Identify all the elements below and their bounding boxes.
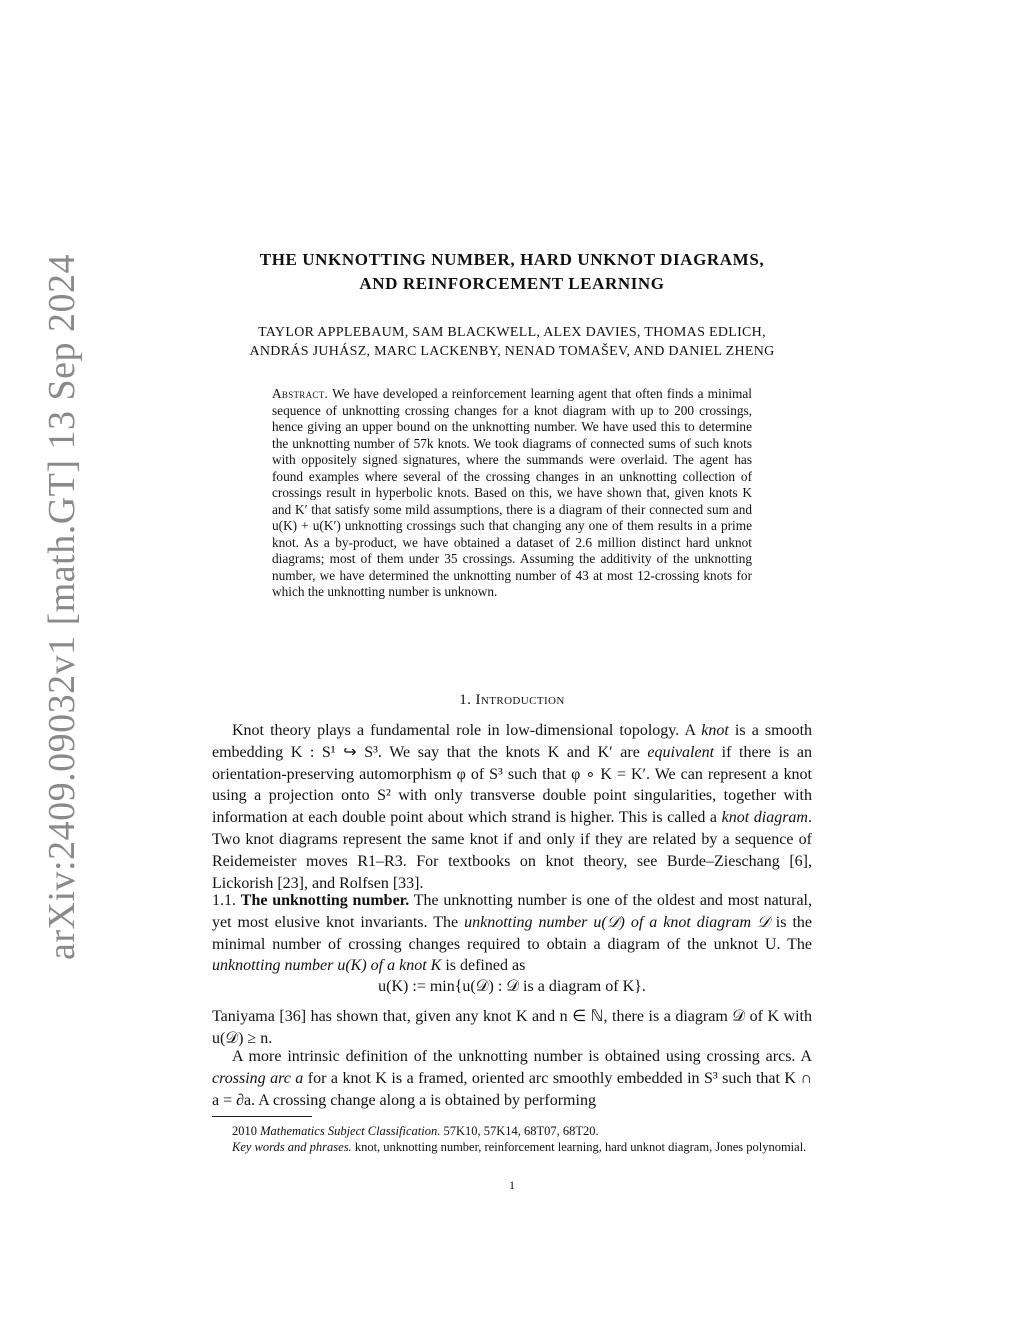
- footnote-msc: [212, 1123, 812, 1139]
- section-number: 1.: [459, 692, 472, 708]
- authors-line-1: TAYLOR APPLEBAUM, SAM BLACKWELL, ALEX DAVIES, THOMAS EDLICH,: [258, 325, 766, 340]
- subsection-title: The unknotting number.: [240, 892, 410, 909]
- term-knot: knot: [701, 722, 729, 739]
- taniyama-text: Taniyama [36] has shown that, given any knot K and n ∈ ℕ, there is a diagram 𝒟 of K with u(𝒟) ≥ n.: [212, 1008, 812, 1047]
- keywords-label: Key words and phrases.: [232, 1140, 352, 1154]
- msc-label: Mathematics Subject Classification.: [260, 1124, 441, 1138]
- definition-diagram-unknotting: unknotting number u(𝒟) of a knot diagram 𝒟: [464, 913, 770, 931]
- intro-text-1: Knot theory plays a fundamental role in low-dimensional topology. A: [232, 722, 702, 739]
- arxiv-identifier: arXiv:2409.09032v1 [math.GT] 13 Sep 2024: [41, 253, 83, 960]
- paper-title: [200, 248, 824, 296]
- introduction-paragraph: [212, 720, 812, 894]
- intro-text-2: is a smooth embedding K : S¹ ↪ S³. We say that the knots K and K′ are: [212, 722, 813, 761]
- abstract-text: We have developed a reinforcement learning agent that often finds a minimal sequence of unknotting crossing changes for a knot diagram with up to 200 crossings, hence giving an upper bound on the unknotting number. We have used this to determine the unknotting number of 57k knots. We took diagrams of connected sums of such knots with oppositely signed signatures, where the summands were overlaid. The agent has found examples where several of the crossing changes in an unknotting collection of crossings result in hyperbolic knots. Based on this, we have shown that, given knots K and K′ that satisfy some mild assumptions, there is a diagram of their connected sum and u(K) + u(K′) unknotting crossings such that changing any one of them results in a prime knot. As a by-product, we have obtained a dataset of 2.6 million distinct hard unknot diagrams; most of them under 35 crossings. Assuming the additivity of the unknotting number, we have determined the unknotting number of 43 at most 12-crossing knots for which the unknotting number is unknown.: [272, 386, 752, 599]
- term-crossing-arc: crossing arc a: [212, 1069, 304, 1087]
- subsection-text-3: is defined as: [441, 957, 526, 975]
- msc-codes: 57K10, 57K14, 68T07, 68T20.: [440, 1124, 599, 1138]
- term-equivalent: equivalent: [647, 743, 715, 761]
- subsection-text-1: The unknotting number is one of the oldest and most natural, yet most elusive knot invariants. The: [212, 892, 812, 931]
- title-line-1: THE UNKNOTTING NUMBER, HARD UNKNOT DIAGRAMS,: [259, 250, 765, 269]
- subsection-text-2: is the minimal number of crossing changes required to obtain a diagram of the unknot U. The: [212, 913, 813, 953]
- subsection-number: 1.1.: [212, 892, 236, 909]
- author-list: [200, 323, 824, 361]
- definition-knot-unknotting: unknotting number u(K) of a knot K: [212, 957, 442, 975]
- subsection-unknotting-number: [212, 890, 812, 977]
- term-knot-diagram: knot diagram: [721, 809, 808, 827]
- abstract-label: Abstract.: [272, 386, 329, 401]
- authors-line-2: ANDRÁS JUHÁSZ, MARC LACKENBY, NENAD TOMAŠEV, AND DANIEL ZHENG: [249, 344, 775, 359]
- footnote-rule: [212, 1116, 312, 1117]
- page-number: 1: [509, 1178, 515, 1192]
- abstract: [272, 386, 752, 601]
- section-title: Introduction: [475, 692, 565, 708]
- crossing-arcs-text-2: for a knot K is a framed, oriented arc smoothly embedded in S³ such that K ∩ a = ∂a. A crossing change along a is obtained by performing: [212, 1069, 812, 1109]
- display-equation: u(K) := min{u(𝒟) : 𝒟 is a diagram of K}.: [378, 978, 646, 995]
- keywords-text: knot, unknotting number, reinforcement learning, hard unknot diagram, Jones polynomial.: [351, 1140, 807, 1154]
- crossing-arcs-paragraph: [212, 1046, 812, 1111]
- intro-text-4: . Two knot diagrams represent the same knot if and only if they are related by a sequence of Reidemeister moves R1–R3. For textbooks on knot theory, see Burde–Zieschang [6], Lickorish [23], and Rolfsen [33].: [212, 809, 812, 892]
- msc-year: 2010: [232, 1124, 261, 1138]
- footnote-keywords: [212, 1139, 812, 1155]
- section-heading-introduction: [212, 692, 812, 709]
- intro-text-3: if there is an orientation-preserving automorphism φ of S³ such that φ ∘ K = K′. We can represent a knot using a projection onto S² with only transverse double point singularities, together with information at each double point about which strand is higher. This is called a: [212, 743, 812, 827]
- footnotes: [212, 1123, 812, 1155]
- crossing-arcs-text-1: A more intrinsic definition of the unknotting number is obtained using crossing arcs. A: [232, 1048, 812, 1065]
- title-line-2: AND REINFORCEMENT LEARNING: [359, 274, 665, 293]
- taniyama-paragraph: [212, 1006, 812, 1050]
